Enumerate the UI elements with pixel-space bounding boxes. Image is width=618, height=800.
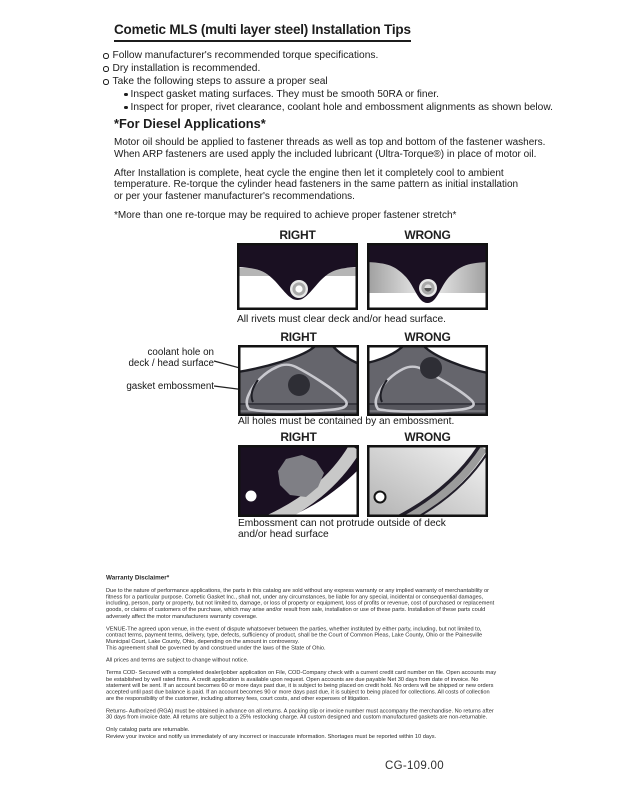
legal-paragraph bbox=[106, 625, 526, 651]
diagram-caption: All rivets must clear deck and/or head surface. bbox=[237, 314, 446, 325]
gasket-embossment-label: gasket embossment bbox=[126, 381, 214, 392]
coolant-hole-label bbox=[118, 347, 214, 369]
wrong-label: WRONG bbox=[404, 228, 451, 242]
diagram-wrong-column bbox=[367, 431, 488, 517]
rivet-right-diagram bbox=[237, 243, 358, 310]
text-line: adversely affect the motor manufacturers warranty coverage. bbox=[106, 612, 258, 619]
installation-tips-list bbox=[103, 49, 553, 114]
wrong-label: WRONG bbox=[404, 430, 451, 444]
text-line: Motor oil should be applied to fastener threads as well as top and bottom of the fastener washers. bbox=[114, 137, 546, 148]
list-item bbox=[124, 88, 553, 101]
bolt-hole bbox=[246, 491, 257, 502]
text-line: and/or head surface bbox=[238, 529, 329, 540]
section-heading: *For Diesel Applications* bbox=[114, 116, 266, 131]
right-label: RIGHT bbox=[280, 330, 317, 344]
wrong-label: WRONG bbox=[404, 330, 451, 344]
paragraph bbox=[114, 137, 545, 161]
list-item-text: Follow manufacturer's recommended torque specifications. bbox=[112, 50, 379, 61]
text-line: When ARP fasteners are used apply the included lubricant (Ultra-Torque®) in place of motor oil. bbox=[114, 148, 537, 160]
diagram-wrong-column bbox=[367, 331, 488, 416]
legal-heading: Warranty Disclaimer* bbox=[106, 574, 170, 582]
text-line: 30 days from invoice date. All returns are subject to a 25% restocking charge. All custom designed and custom manufactured gaskets are non-returnable. bbox=[106, 713, 488, 720]
list-item-text: Dry installation is recommended. bbox=[112, 63, 261, 74]
text-line: Only catalog parts are returnable. bbox=[106, 725, 190, 733]
text-line: deck / head surface bbox=[128, 358, 214, 369]
text-line: All prices and terms are subject to change without notice. bbox=[106, 656, 249, 663]
list-item bbox=[103, 75, 553, 88]
embossment-wrong-diagram bbox=[367, 345, 488, 416]
text-line: Due to the nature of performance applications, the parts in this catalog are sold without any express warranty or any implied warranty of merchantability or bbox=[106, 586, 490, 594]
legal-paragraph bbox=[106, 587, 526, 619]
page-title: Cometic MLS (multi layer steel) Installation Tips bbox=[114, 22, 411, 42]
circle-bullet-icon bbox=[103, 53, 109, 59]
text-line: including, person, party or property, but not limited to, damage, or loss of property or equipment, loss of profits or revenue, cost of purchased or replacement bbox=[106, 599, 495, 607]
list-item bbox=[124, 101, 553, 114]
legal-paragraph bbox=[106, 708, 526, 721]
list-item bbox=[103, 62, 553, 75]
text-line: VENUE-The agreed upon venue, in the event of dispute whatsoever between the parties, whether instituted by either party, including, but not limited to, bbox=[106, 624, 482, 632]
embossment-right-diagram bbox=[238, 345, 359, 416]
text-line: contract terms, payment terms, delivery, type, defects, sufficiency of product, shall be the Court of Common Pleas, Lake County, Ohio or the Painesville bbox=[106, 631, 483, 638]
dot-bullet-icon bbox=[124, 93, 128, 97]
text-line: statement will be sent. If an account becomes 60 or more days past due, it is subject to being placed on credit hold. No orders will be shipped or new orders bbox=[106, 681, 494, 689]
text-line: Embossment can not protrude outside of deck bbox=[238, 518, 446, 529]
diagram-caption bbox=[238, 518, 446, 540]
text-line: This agreement shall be governed by and construed under the laws of the State of Ohio. bbox=[106, 643, 326, 651]
list-item-text: Inspect gasket mating surfaces. They must be smooth 50RA or finer. bbox=[130, 89, 439, 100]
list-item-text: Inspect for proper, rivet clearance, coolant hole and embossment alignments as shown below. bbox=[130, 102, 553, 113]
diagram-right-column bbox=[238, 331, 359, 416]
list-item-text: Take the following steps to assure a proper seal bbox=[112, 76, 328, 87]
text-line: fitness for a particular purpose. Cometic Gasket Inc., shall not, under any circumstances, be liable for any special, incidental or consequential damages, bbox=[106, 593, 484, 600]
diesel-applications-section bbox=[114, 117, 545, 222]
diagram-caption: All holes must be contained by an embossment. bbox=[238, 416, 455, 427]
text-line: are the responsibility of the customer, including attorney fees, court costs, and other expenses of litigation. bbox=[106, 694, 370, 702]
legal-paragraph bbox=[106, 669, 526, 701]
diagram-row-embossment bbox=[238, 331, 488, 416]
text-line: goods, or claims of customers of the purchase, which may arise and/or result from sale, installation or use of these parts. Installation of these parts could bbox=[106, 605, 486, 613]
dot-bullet-icon bbox=[124, 106, 128, 110]
diagram-row-protrusion bbox=[238, 431, 488, 517]
diagram-right-column bbox=[238, 431, 359, 517]
text-line: Review your invoice and notify us immediately of any incorrect or inaccurate information. Shortages must be reported within 10 days. bbox=[106, 732, 437, 739]
warranty-disclaimer-section bbox=[106, 574, 618, 800]
text-line: Municipal Court, Lake County, Ohio, depending on the amount in controversy. bbox=[106, 637, 300, 645]
text-line: temperature. Re-torque the cylinder head fasteners in the same pattern as initial installation bbox=[114, 179, 519, 191]
right-label: RIGHT bbox=[280, 430, 317, 444]
text-line: Returns- Authorized (RGA) must be obtained in advance on all returns. A packing slip or invoice number must accompany the merchandise. No returns after bbox=[106, 706, 494, 714]
legal-paragraph bbox=[106, 726, 526, 739]
circle-bullet-icon bbox=[103, 79, 109, 85]
text-line: After Installation is complete, heat cycle the engine then let it completely cool to ambient bbox=[114, 167, 504, 179]
retorque-note: *More than one re-torque may be required to achieve proper fastener stretch* bbox=[114, 209, 457, 221]
circle-bullet-icon bbox=[103, 66, 109, 72]
page-code: CG-109.00 bbox=[385, 760, 444, 772]
legal-paragraph bbox=[106, 657, 526, 663]
bolt-hole bbox=[375, 492, 386, 503]
text-line: accepted until past due balance is paid. If an account becomes 90 or more days past due, it is subject to being placed for collections. All costs of collection bbox=[106, 688, 490, 695]
diagram-row-rivets bbox=[237, 229, 488, 310]
protrusion-right-diagram bbox=[238, 445, 359, 517]
text-line: Terms COD- Secured with a completed dealer/jobber application on File, COD-Company check with a current credit card number on file. Open accounts may bbox=[106, 668, 497, 676]
text-line: be established by well rated firms. A credit application is available upon request. Open accounts are due payable Net 30 days from date of invoice. No bbox=[106, 675, 479, 682]
coolant-hole bbox=[420, 357, 442, 379]
diagram-wrong-column bbox=[367, 229, 488, 310]
text-line: or per your fastener manufacturer's recommendations. bbox=[114, 191, 355, 203]
rivet-wrong-diagram bbox=[367, 243, 488, 310]
list-item bbox=[103, 49, 553, 62]
text-line: coolant hole on bbox=[147, 347, 214, 358]
coolant-hole bbox=[288, 374, 310, 396]
protrusion-wrong-diagram bbox=[367, 445, 488, 517]
diagram-right-column bbox=[237, 229, 358, 310]
paragraph bbox=[114, 168, 545, 203]
right-label: RIGHT bbox=[279, 228, 316, 242]
